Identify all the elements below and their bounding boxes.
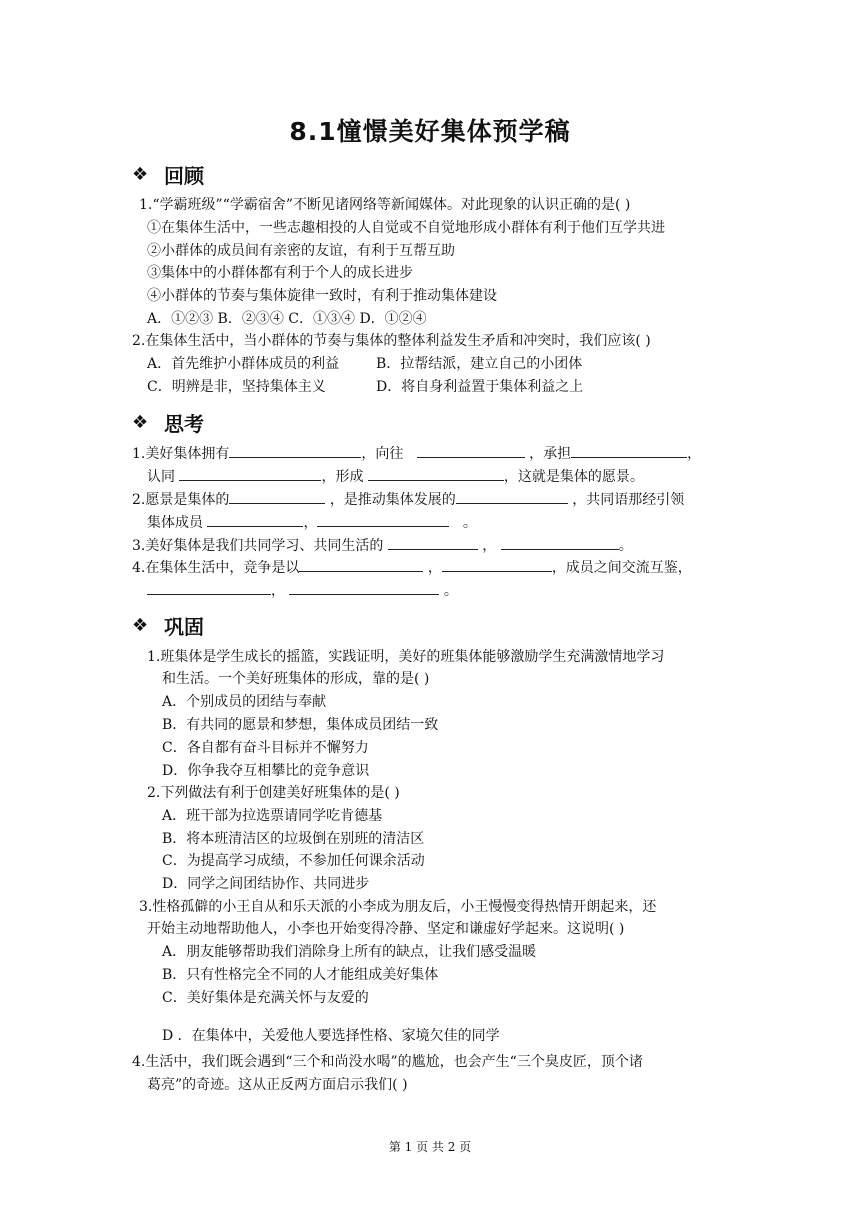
review-q1-stem: 1.“学霸班级”“学霸宿舍”不断见诸网络等新闻媒体。对此现象的认识正确的是( ) bbox=[139, 197, 631, 213]
consolidate-q1-option-d: D．你争我夺互相攀比的竞争意识 bbox=[162, 763, 370, 779]
fill-blank[interactable] bbox=[207, 512, 303, 527]
review-q2-option-a: A．首先维护小群体成员的利益 bbox=[147, 356, 340, 372]
consolidate-q4-stem-1: 4.生活中，我们既会遇到“三个和尚没水喝”的尴尬，也会产生“三个臭皮匠，顶个诸 bbox=[132, 1054, 643, 1070]
consolidate-q3-option-c: C．美好集体是充满关怀与友爱的 bbox=[162, 990, 369, 1006]
fill-blank[interactable] bbox=[571, 443, 687, 458]
fill-blank[interactable] bbox=[388, 535, 478, 550]
fill-blank[interactable] bbox=[456, 489, 568, 504]
review-q1-item-4: ④小群体的节奏与集体旋律一致时，有利于推动集体建设 bbox=[147, 288, 497, 304]
consolidate-q2-stem: 2.下列做法有利于创建美好班集体的是( ) bbox=[147, 785, 400, 801]
think-line-6: 4.在集体生活中，竞争是以 ， ，成员之间交流互鉴， bbox=[132, 557, 692, 578]
diamond-bullet-icon: ❖ bbox=[132, 164, 149, 185]
fill-blank[interactable] bbox=[229, 443, 361, 458]
section-review-heading bbox=[132, 160, 204, 189]
think-line-1: 1.美好集体拥有 ，向往 ，承担 ， bbox=[132, 443, 701, 464]
think-line-4: 集体成员 ， 。 bbox=[147, 512, 477, 533]
fill-blank[interactable] bbox=[368, 466, 504, 481]
section-think-heading bbox=[132, 408, 204, 437]
fill-blank[interactable] bbox=[299, 557, 423, 572]
review-q1-item-3: ③集体中的小群体都有利于个人的成长进步 bbox=[147, 265, 413, 281]
consolidate-q2-option-b: B．将本班清洁区的垃圾倒在别班的清洁区 bbox=[162, 831, 425, 847]
consolidate-q2-option-d: D．同学之间团结协作、共同进步 bbox=[162, 876, 370, 892]
fill-blank[interactable] bbox=[417, 443, 525, 458]
consolidate-q3-stem-2: 开始主动地帮助他人，小李也开始变得冷静、坚定和谦虚好学起来。这说明( ) bbox=[147, 921, 625, 937]
consolidate-q4-stem-2: 葛亮”的奇迹。这从正反两方面启示我们( ) bbox=[147, 1077, 408, 1093]
review-q1-item-1: ①在集体生活中，一些志趣相投的人自觉或不自觉地形成小群体有利于他们互学共进 bbox=[147, 220, 665, 236]
fill-blank[interactable] bbox=[442, 557, 552, 572]
page-title: 8.1憧憬美好集体预学稿 bbox=[289, 117, 571, 146]
consolidate-q3-option-b: B．只有性格完全不同的人才能组成美好集体 bbox=[162, 967, 439, 983]
review-q2-option-c: C．明辨是非，坚持集体主义 bbox=[147, 379, 326, 395]
think-line-2: 认同 ，形成 ，这就是集体的愿景。 bbox=[147, 466, 644, 487]
consolidate-q1-option-c: C．各自都有奋斗目标并不懈努力 bbox=[162, 740, 369, 756]
consolidate-q1-stem-2: 和生活。一个美好班集体的形成，靠的是( ) bbox=[162, 671, 430, 687]
consolidate-q1-stem-1: 1.班集体是学生成长的摇篮，实践证明，美好的班集体能够激励学生充满激情地学习 bbox=[147, 649, 665, 665]
consolidate-q1-option-a: A．个别成员的团结与奉献 bbox=[162, 694, 327, 710]
diamond-bullet-icon: ❖ bbox=[132, 412, 149, 433]
fill-blank[interactable] bbox=[501, 535, 619, 550]
section-review-label: 回顾 bbox=[164, 164, 204, 188]
consolidate-q3-option-a: A．朋友能够帮助我们消除身上所有的缺点，让我们感受温暖 bbox=[162, 944, 537, 960]
consolidate-q2-option-a: A．班干部为拉选票请同学吃肯德基 bbox=[162, 808, 383, 824]
think-line-7: ， 。 bbox=[147, 580, 458, 601]
review-q1-item-2: ②小群体的成员间有亲密的友谊，有利于互帮互助 bbox=[147, 243, 455, 259]
page-footer: 第 1 页 共 2 页 bbox=[388, 1140, 472, 1154]
review-q2-option-b: B．拉帮结派，建立自己的小团体 bbox=[376, 356, 583, 372]
review-q2-option-d: D．将自身利益置于集体利益之上 bbox=[376, 379, 584, 395]
consolidate-q1-option-b: B．有共同的愿景和梦想，集体成员团结一致 bbox=[162, 717, 439, 733]
review-q2-stem: 2.在集体生活中，当小群体的节奏与集体的整体利益发生矛盾和冲突时，我们应该( ) bbox=[132, 333, 651, 349]
fill-blank[interactable] bbox=[147, 580, 271, 595]
fill-blank[interactable] bbox=[229, 489, 325, 504]
fill-blank[interactable] bbox=[289, 580, 439, 595]
fill-blank[interactable] bbox=[317, 512, 449, 527]
think-line-3: 2.愿景是集体的 ，是推动集体发展的 ，共同语那经引领 bbox=[132, 489, 684, 510]
section-consolidate-label: 巩固 bbox=[164, 615, 204, 639]
section-think-label: 思考 bbox=[164, 412, 204, 436]
consolidate-q3-option-d: D ．在集体中，关爱他人要选择性格、家境欠佳的同学 bbox=[162, 1028, 500, 1044]
consolidate-q3-stem-1: 3.性格孤僻的小王自从和乐天派的小李成为朋友后，小王慢慢变得热情开朗起来，还 bbox=[139, 899, 657, 915]
review-q1-options: A．①②③ B．②③④ C．①③④ D．①②④ bbox=[147, 311, 427, 327]
consolidate-q2-option-c: C．为提高学习成绩，不参加任何课余活动 bbox=[162, 853, 425, 869]
think-line-5: 3.美好集体是我们共同学习、共同生活的 ， 。 bbox=[132, 535, 633, 556]
section-consolidate-heading bbox=[132, 611, 204, 640]
fill-blank[interactable] bbox=[179, 466, 321, 481]
diamond-bullet-icon: ❖ bbox=[132, 615, 149, 636]
